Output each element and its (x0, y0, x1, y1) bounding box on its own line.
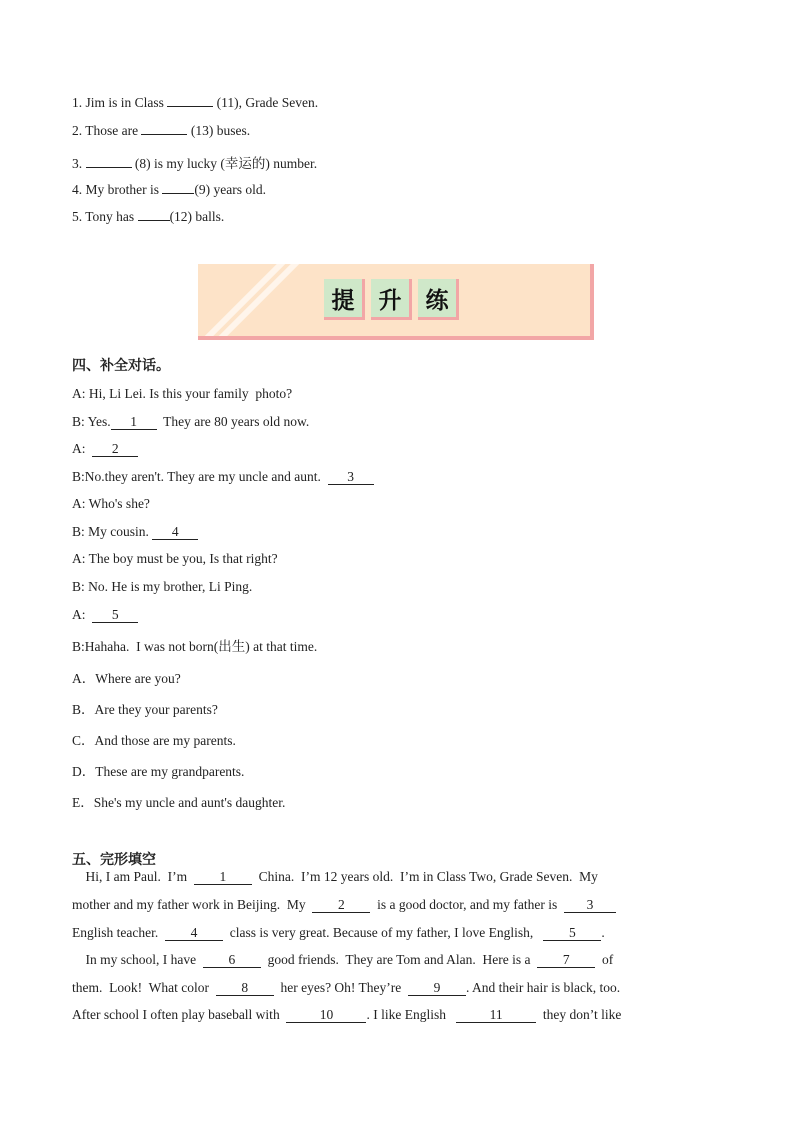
answer-blank[interactable] (141, 134, 187, 135)
exercise-item (72, 152, 317, 172)
passage-text: they don’t like (536, 1007, 622, 1022)
passage-text: good friends. They are Tom and Alan. Here is a (260, 952, 538, 967)
passage-text: In my school, I have (72, 952, 203, 967)
answer-blank[interactable]: 2 (312, 898, 370, 913)
option-item: C．And those are my parents. (72, 733, 236, 748)
answer-blank[interactable]: 1 (111, 415, 157, 430)
passage-text: class is very great. Because of my father, I love English, (222, 925, 544, 940)
passage-text: of (595, 952, 614, 967)
dialogue-text: B: Yes. (72, 414, 111, 429)
option-item: B．Are they your parents? (72, 702, 218, 717)
passage-line (72, 897, 722, 913)
answer-blank[interactable]: 4 (165, 926, 223, 941)
passage-text: mother and my father work in Beijing. My (72, 897, 313, 912)
dialogue-text: They are 80 years old now. (156, 414, 310, 429)
dialogue-text: B: No. He is my brother, Li Ping. (72, 579, 253, 594)
item-text: (8) is my lucky (幸运的) number. (131, 156, 318, 171)
option-item: D．These are my grandparents. (72, 764, 245, 779)
passage-text: China. I’m 12 years old. I’m in Class Two, Grade Seven. My (251, 869, 598, 884)
item-text: 4. My brother is (72, 182, 163, 197)
section-heading: 五、完形填空 (72, 852, 156, 868)
dialogue-line (72, 469, 374, 485)
item-text: 5. Tony has (72, 209, 138, 224)
item-text: (11), Grade Seven. (213, 95, 319, 110)
option-item: E．She's my uncle and aunt's daughter. (72, 795, 286, 810)
dialogue-line (72, 579, 252, 595)
item-text: (12) balls. (169, 209, 225, 224)
answer-blank[interactable]: 2 (92, 442, 138, 457)
exercise-item (72, 95, 318, 111)
passage-line (72, 1007, 722, 1023)
passage-text: Hi, I am Paul. I’m (72, 869, 194, 884)
banner-char: 升 (371, 279, 412, 320)
passage-line (72, 980, 722, 996)
passage-text: . (601, 925, 605, 940)
answer-blank[interactable]: 1 (194, 870, 252, 885)
passage-text: English teacher. (72, 925, 165, 940)
dialogue-text: A: (72, 607, 93, 622)
answer-blank[interactable] (138, 220, 170, 221)
dialogue-text: A: Hi, Li Lei. Is this your family photo? (72, 386, 293, 401)
passage-text: . And their hair is black, too. (466, 980, 621, 995)
dialogue-text: B:No.they aren't. They are my uncle and aunt. (72, 469, 328, 484)
item-text: 3. (72, 156, 86, 171)
dialogue-line (72, 607, 138, 623)
answer-blank[interactable] (162, 193, 194, 194)
section-banner (198, 264, 594, 340)
dialogue-text: B: My cousin. (72, 524, 153, 539)
answer-blank[interactable]: 8 (216, 981, 274, 996)
answer-blank[interactable]: 5 (92, 608, 138, 623)
answer-blank[interactable]: 11 (456, 1008, 536, 1023)
dialogue-line (72, 496, 150, 512)
exercise-item (72, 123, 250, 139)
answer-blank[interactable] (86, 167, 132, 168)
answer-blank[interactable]: 10 (286, 1008, 366, 1023)
answer-blank[interactable]: 6 (203, 953, 261, 968)
answer-blank[interactable]: 4 (152, 525, 198, 540)
passage-text: her eyes? Oh! They’re (273, 980, 409, 995)
answer-blank[interactable]: 7 (537, 953, 595, 968)
exercise-item (72, 182, 266, 198)
answer-blank[interactable] (167, 106, 213, 107)
banner-char: 练 (418, 279, 459, 320)
passage-text: is a good doctor, and my father is (370, 897, 565, 912)
dialogue-text: A: Who's she? (72, 496, 150, 511)
answer-blank[interactable]: 9 (408, 981, 466, 996)
dialogue-line (72, 524, 198, 540)
passage-text: . I like English (366, 1007, 457, 1022)
option-item: A．Where are you? (72, 671, 181, 686)
dialogue-line (72, 551, 278, 567)
answer-blank[interactable]: 5 (543, 926, 601, 941)
answer-blank[interactable]: 3 (328, 470, 374, 485)
passage-text: After school I often play baseball with (72, 1007, 287, 1022)
item-text: (9) years old. (194, 182, 266, 197)
dialogue-line (72, 414, 309, 430)
dialogue-line (72, 386, 292, 402)
passage-line (72, 925, 722, 941)
dialogue-text: A: (72, 441, 93, 456)
dialogue-line (72, 441, 138, 457)
item-text: 1. Jim is in Class (72, 95, 168, 110)
exercise-item (72, 209, 224, 225)
dialogue-text: B:Hahaha. I was not born(出生) at that time. (72, 639, 318, 654)
passage-line (72, 952, 722, 968)
item-text: 2. Those are (72, 123, 142, 138)
passage-line (72, 869, 722, 885)
section-heading: 四、补全对话。 (72, 358, 170, 374)
dialogue-text: A: The boy must be you, Is that right? (72, 551, 278, 566)
banner-char: 提 (324, 279, 365, 320)
answer-blank[interactable]: 3 (564, 898, 616, 913)
passage-text: them. Look! What color (72, 980, 216, 995)
item-text: (13) buses. (187, 123, 251, 138)
dialogue-line (72, 635, 317, 655)
